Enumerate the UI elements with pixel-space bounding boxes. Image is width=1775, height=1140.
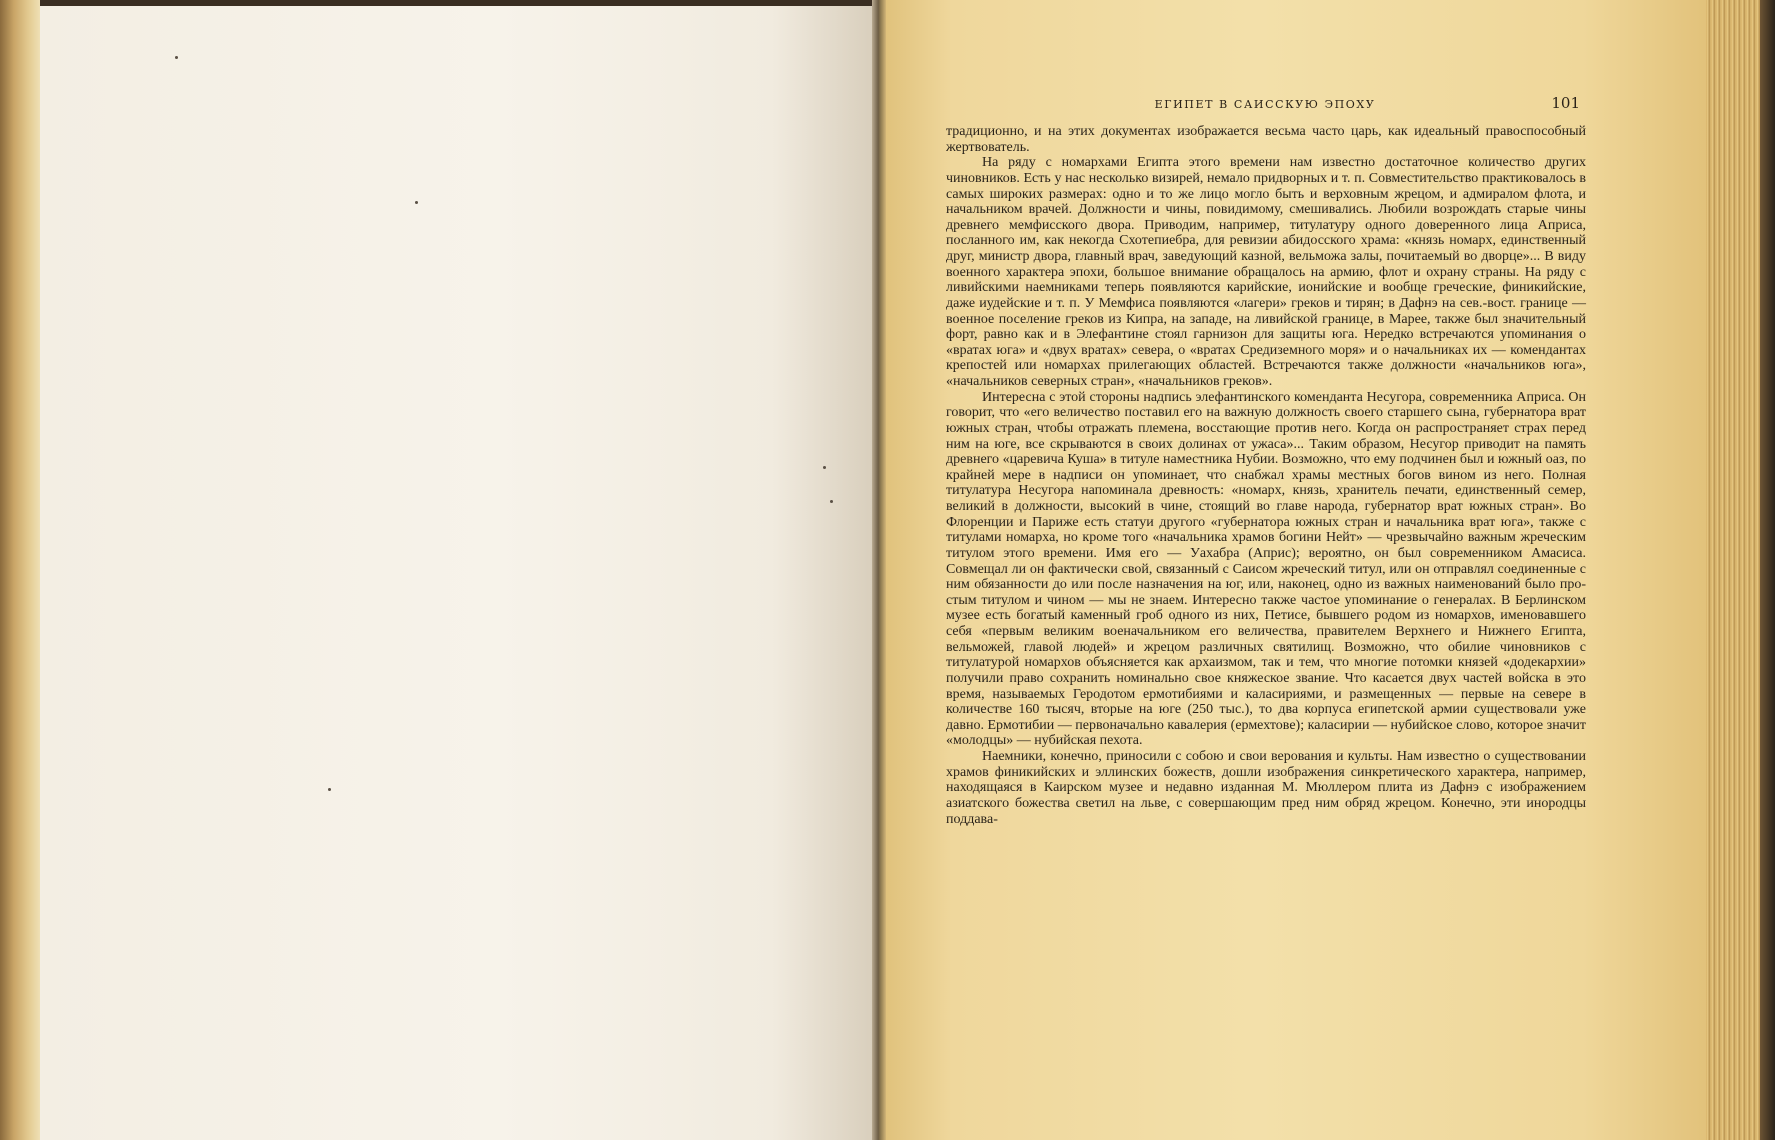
paragraph: Интересна с этой стороны надпись элефантинского коменданта Несугора, современника Априса. Он говорит, что «его величество поставил его на важную должность своего старшего сына, губернатора врат южных стран, чтобы отражать племена, восстающие против него. Когда он распространяет страх перед ним на юге, все скрываются в своих долинах от ужаса»... Таким образом, Несугор приводит на память древнего «царевича Куша» в титуле наместника Нубии. Возможно, что ему подчинен был и южный оаз, по крайней мере в надписи он упоминает, что снабжал храмы местных богов вином из него. Полная титулатура Несугора напоминала древность: «номарх, князь, хранитель печати, единственный семер, великий в должности, высокий в чине, стоящий во главе народа, губернатор врат южных стран». Во Флоренции и Париже есть статуи другого «губернатора южных стран и начальника врат юга», также с титулами номарха, но кроме того «начальника храмов богини Нейт» — чрезвычайно важным жреческим титулом этого времени. Имя его — Уахабра (Априс); вероятно, он был современником Амасиса. Совмещал ли он фактически свой, связанный с Саисом жреческий титул, или он отправлял соединенные с ним обязанности до или после назначения на юг, или, наконец, одно из важных наименований было простым титулом и чином — мы не знаем. Интересно также частое упоминание о генералах. В Берлинском музее есть богатый каменный гроб одного из них, Петисе, бывшего родом из номархов, именовавшего себя «первым великим военачальником его величества, правителем Верхнего и Нижнего Египта, вельможей, главой людей» и жрецом различных святилищ. Возможно, что обилие чиновников с титулатурой номархов объясняется как архаизмом, так и тем, что многие потомки князей «додекархии» получили право сохранить номинально свое княжеское звание. Что касается двух частей войска в это время, называемых Геродотом ермотибиями и каласириями, и размещенных — первые на севере в количестве 160 тысяч, вторые на юге (250 тыс.), то два корпуса египетской армии существовали уже давно. Ермотибии — первоначально кавалерия (ермехтове); каласирии — нубийское слово, которое значит «молодцы» — нубийская пехота.: [946, 389, 1586, 749]
book-right-edge: [1760, 0, 1775, 1140]
running-head: ЕГИПЕТ В САИССКУЮ ЭПОХУ: [1154, 98, 1376, 111]
paragraph: На ряду с номархами Египта этого времени нам известно достаточное количество других чиновников. Есть у нас несколько визирей, немало придворных и т. п. Совместительство практиковалось в самых широких размерах: одно и то же лицо могло быть и верховным жрецом, и адмиралом флота, и начальником врачей. Должности и чины, повидимому, смешивались. Любили возрождать старые чины древнего мемфисского двора. Приводим, например, титулатуру одного доверенного лица Априса, посланного им, как некогда Схотепиебра, для ревизии абидосского храма: «князь номарх, единственный друг, министр двора, главный врач, заведующий казной, вельможа залы, почитаемый во дворце»... В виду военного характера эпохи, большое внимание обращалось на армию, флот и охрану страны. На ряду с ливийскими наемниками теперь появляются карийские, ионийские и вообще греческие, финикийские, даже иудейские и т. п. У Мемфиса появляются «лагери» греков и тирян; в Дафнэ на сев.-вост. границе — военное поселение греков из Кипра, на западе, на ливийской границе, в Марее, также был значительный форт, равно как и в Элефантине стоял гарнизон для защиты юга. Нередко встречаются упоминания о «вратах юга» и «двух вратах» севера, о «вратах Средиземного моря» и о начальниках их — комендантах крепостей или номархах прилегающих областей. Встречаются также должности «начальников юга», «начальников северных стран», «начальников греков».: [946, 155, 1586, 389]
left-page-blank: [40, 6, 872, 1140]
paper-speck: [175, 56, 178, 59]
page-header: [950, 96, 1580, 116]
book-left-edge: [0, 0, 40, 1140]
page-number: 101: [1551, 94, 1580, 112]
paper-speck: [823, 466, 826, 469]
paper-speck: [328, 788, 331, 791]
book-gutter: [872, 0, 886, 1140]
paragraph: Наемники, конечно, приносили с собою и свои верования и культы. Нам известно о существовании храмов финикийских и эллинских божеств, дошли изображения синкретического характера, например, находящаяся в Каирском музее и недавно изданная М. Мюллером плита из Дафнэ с изображением азиатского божества светил на льве, с совершающим пред ним обряд жрецом. Конечно, эти инородцы поддава-: [946, 749, 1586, 827]
paper-speck: [415, 201, 418, 204]
body-text: [946, 124, 1586, 827]
paragraph: традиционно, и на этих документах изображается весьма часто царь, как идеальный правоспособный жертвователь.: [946, 124, 1586, 155]
paper-speck: [830, 500, 833, 503]
